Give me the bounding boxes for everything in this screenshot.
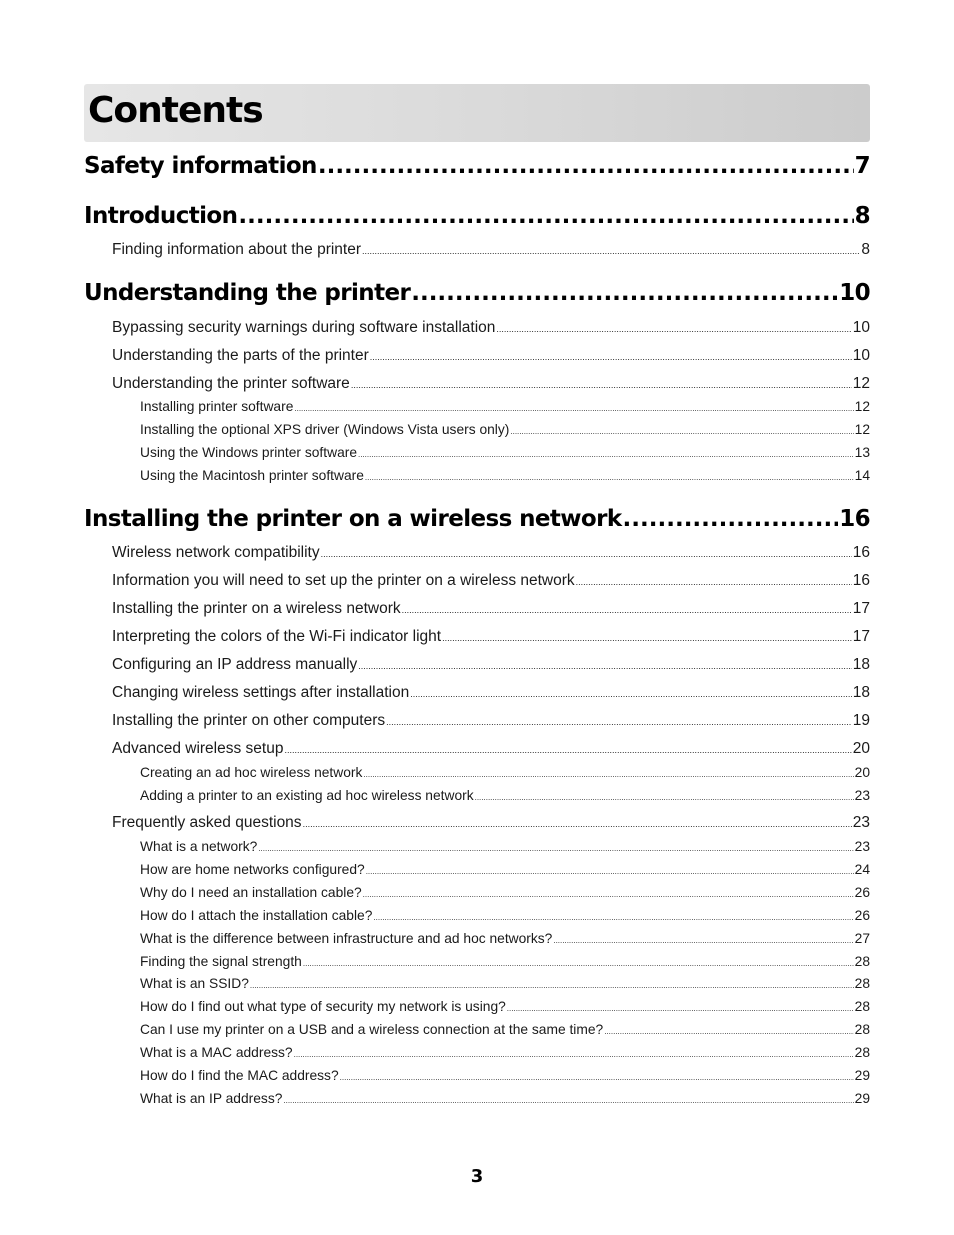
- toc-page-number: 17: [852, 600, 870, 617]
- toc-page-number: 19: [852, 712, 870, 729]
- dot-leader: [303, 959, 854, 968]
- toc-page-number: 23: [852, 814, 870, 831]
- dot-leader: [303, 819, 852, 829]
- toc-section[interactable]: [112, 319, 870, 337]
- toc-entry-title: Installing the printer on other computers: [112, 712, 386, 729]
- toc-subsection[interactable]: [140, 422, 870, 437]
- dot-leader: [442, 633, 852, 643]
- toc-subsection[interactable]: [140, 1045, 870, 1060]
- toc-section[interactable]: [112, 712, 870, 730]
- dot-leader: [238, 203, 853, 229]
- toc-entry-title: Installing the printer on a wireless network: [84, 506, 622, 532]
- dot-leader: [283, 1096, 853, 1105]
- toc-subsection[interactable]: [140, 885, 870, 900]
- toc-section[interactable]: [112, 814, 870, 832]
- dot-leader: [351, 380, 852, 390]
- toc-entry-title: What is the difference between infrastructure and ad hoc networks?: [140, 931, 553, 946]
- toc-page-number: 26: [854, 885, 870, 900]
- toc-chapter[interactable]: [84, 506, 870, 532]
- contents-title-bar: [84, 84, 870, 142]
- dot-leader: [576, 577, 852, 587]
- toc-chapter[interactable]: [84, 203, 870, 229]
- toc-section[interactable]: [112, 375, 870, 393]
- toc-page-number: 28: [854, 976, 870, 991]
- dot-leader: [258, 844, 853, 853]
- toc-page-number: 18: [852, 656, 870, 673]
- toc-page-number: 13: [854, 445, 870, 460]
- toc-entry-title: Finding the signal strength: [140, 954, 302, 969]
- toc-page-number: 16: [852, 544, 870, 561]
- toc-page-number: 24: [854, 862, 870, 877]
- toc-section[interactable]: [112, 572, 870, 590]
- dot-leader: [411, 280, 838, 306]
- toc-entry-title: Adding a printer to an existing ad hoc wireless network: [140, 788, 474, 803]
- toc-subsection[interactable]: [140, 1022, 870, 1037]
- toc-subsection[interactable]: [140, 1068, 870, 1083]
- toc-page-number: 28: [854, 999, 870, 1014]
- dot-leader: [402, 605, 852, 615]
- toc-subsection[interactable]: [140, 862, 870, 877]
- toc-entry-title: Why do I need an installation cable?: [140, 885, 362, 900]
- dot-leader: [365, 473, 854, 482]
- dot-leader: [250, 981, 854, 990]
- toc-entry-title: Introduction: [84, 203, 238, 229]
- toc-entry-title: Safety information: [84, 153, 317, 179]
- toc-page-number: 8: [861, 241, 870, 258]
- toc-subsection[interactable]: [140, 1091, 870, 1106]
- toc-subsection[interactable]: [140, 954, 870, 969]
- toc-entry-title: What is a network?: [140, 839, 258, 854]
- page-number: 3: [470, 1166, 484, 1187]
- toc-page-number: 28: [854, 1045, 870, 1060]
- dot-leader: [496, 324, 851, 334]
- dot-leader: [370, 352, 852, 362]
- toc-page-number: 29: [854, 1068, 870, 1083]
- toc-page-number: 28: [854, 1022, 870, 1037]
- toc-entry-title: How do I find the MAC address?: [140, 1068, 339, 1083]
- toc-page-number: 20: [852, 740, 870, 757]
- toc-chapter[interactable]: [84, 153, 870, 179]
- dot-leader: [510, 427, 853, 436]
- toc-entry-title: Frequently asked questions: [112, 814, 302, 831]
- toc-subsection[interactable]: [140, 445, 870, 460]
- toc-section[interactable]: [112, 684, 870, 702]
- toc-entry-title: Bypassing security warnings during software installation: [112, 319, 496, 336]
- toc-page-number: 10: [852, 347, 870, 364]
- toc-entry-title: Wireless network compatibility: [112, 544, 320, 561]
- toc-entry-title: Understanding the parts of the printer: [112, 347, 369, 364]
- page-title: Contents: [88, 90, 263, 131]
- toc-entry-title: Finding information about the printer: [112, 241, 362, 258]
- toc-page-number: 23: [854, 788, 870, 803]
- dot-leader: [363, 770, 853, 779]
- toc-chapter[interactable]: [84, 280, 870, 306]
- toc-page-number: 8: [854, 203, 870, 229]
- toc-entry-title: Creating an ad hoc wireless network: [140, 765, 363, 780]
- toc-entry-title: Installing the optional XPS driver (Windows Vista users only): [140, 422, 510, 437]
- toc-entry-title: Installing printer software: [140, 399, 294, 414]
- toc-entry-title: Advanced wireless setup: [112, 740, 284, 757]
- dot-leader: [294, 1050, 854, 1059]
- toc-subsection[interactable]: [140, 908, 870, 923]
- toc-entry-title: Configuring an IP address manually: [112, 656, 358, 673]
- toc-entry-title: Using the Macintosh printer software: [140, 468, 364, 483]
- dot-leader: [475, 793, 854, 802]
- dot-leader: [340, 1073, 854, 1082]
- toc-page-number: 12: [854, 422, 870, 437]
- toc-entry-title: Information you will need to set up the printer on a wireless network: [112, 572, 575, 589]
- toc-page-number: 20: [854, 765, 870, 780]
- toc-subsection[interactable]: [140, 399, 870, 414]
- toc-subsection[interactable]: [140, 839, 870, 854]
- toc-page-number: 27: [854, 931, 870, 946]
- toc-subsection[interactable]: [140, 931, 870, 946]
- toc-page-number: 17: [852, 628, 870, 645]
- dot-leader: [363, 890, 854, 899]
- toc-section[interactable]: [112, 628, 870, 646]
- dot-leader: [358, 661, 851, 671]
- toc-subsection[interactable]: [140, 788, 870, 803]
- dot-leader: [386, 717, 852, 727]
- toc-section[interactable]: [112, 600, 870, 618]
- toc-entry-title: What is an SSID?: [140, 976, 249, 991]
- dot-leader: [284, 745, 851, 755]
- toc-entry-title: Understanding the printer software: [112, 375, 350, 392]
- toc-page-number: 26: [854, 908, 870, 923]
- toc-entry-title: Installing the printer on a wireless network: [112, 600, 401, 617]
- toc-page-number: 7: [854, 153, 870, 179]
- toc-entry-title: What is an IP address?: [140, 1091, 283, 1106]
- dot-leader: [358, 450, 854, 459]
- dot-leader: [553, 936, 853, 945]
- toc-section[interactable]: [112, 347, 870, 365]
- dot-leader: [373, 913, 853, 922]
- dot-leader: [507, 1004, 854, 1013]
- toc-entry-title: Using the Windows printer software: [140, 445, 358, 460]
- toc-section[interactable]: [112, 656, 870, 674]
- toc-entry-title: Changing wireless settings after installation: [112, 684, 410, 701]
- toc-subsection[interactable]: [140, 999, 870, 1014]
- dot-leader: [294, 404, 853, 413]
- toc-subsection[interactable]: [140, 468, 870, 483]
- toc-entry-title: How are home networks configured?: [140, 862, 365, 877]
- dot-leader: [410, 689, 852, 699]
- toc-page-number: 18: [852, 684, 870, 701]
- toc-page-number: 16: [839, 506, 870, 532]
- toc-section[interactable]: [112, 544, 870, 562]
- toc-page-number: 28: [854, 954, 870, 969]
- toc-page-number: 10: [852, 319, 870, 336]
- toc-page-number: 29: [854, 1091, 870, 1106]
- toc-page-number: 12: [854, 399, 870, 414]
- toc-section[interactable]: [112, 740, 870, 758]
- toc-page-number: 16: [852, 572, 870, 589]
- toc-entry-title: Interpreting the colors of the Wi-Fi indicator light: [112, 628, 442, 645]
- dot-leader: [321, 549, 852, 559]
- toc-page-number: 23: [854, 839, 870, 854]
- toc-entry-title: How do I find out what type of security my network is using?: [140, 999, 506, 1014]
- dot-leader: [318, 153, 854, 179]
- toc-page-number: 12: [852, 375, 870, 392]
- toc-page-number: 10: [839, 280, 870, 306]
- toc-subsection[interactable]: [140, 976, 870, 991]
- dot-leader: [362, 246, 860, 256]
- toc-page-number: 14: [854, 468, 870, 483]
- dot-leader: [623, 506, 839, 532]
- toc-subsection[interactable]: [140, 765, 870, 780]
- toc-section[interactable]: [112, 241, 870, 259]
- dot-leader: [366, 867, 854, 876]
- toc-entry-title: Understanding the printer: [84, 280, 411, 306]
- toc-entry-title: Can I use my printer on a USB and a wireless connection at the same time?: [140, 1022, 604, 1037]
- dot-leader: [604, 1027, 853, 1036]
- toc-entry-title: What is a MAC address?: [140, 1045, 293, 1060]
- toc-entry-title: How do I attach the installation cable?: [140, 908, 373, 923]
